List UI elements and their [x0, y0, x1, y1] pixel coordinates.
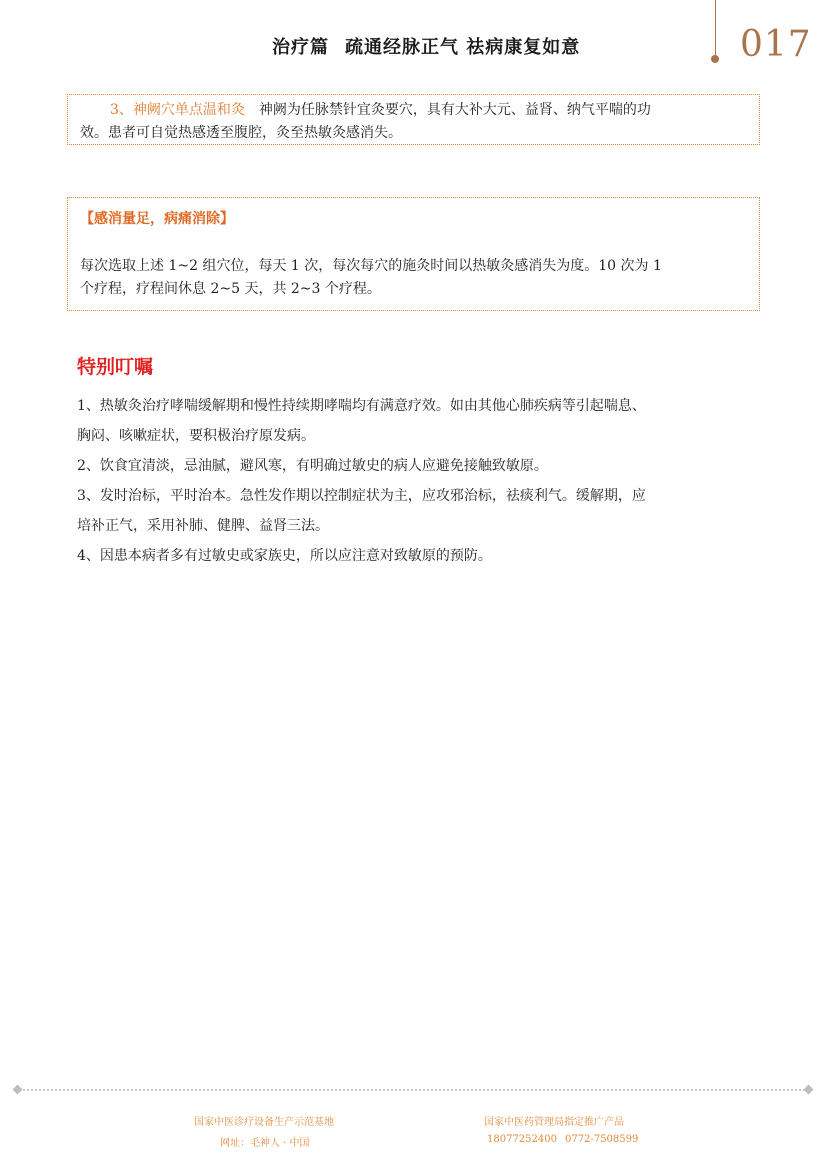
chapter-title-part1: 治疗篇 [272, 37, 329, 58]
note-line: 1、热敏灸治疗哮喘缓解期和慢性持续期哮喘均有满意疗效。如由其他心肺疾病等引起喘息、 [77, 398, 646, 414]
footer-website: 网址：毛神人 · 中国 [220, 1138, 310, 1149]
footer-product-label: 国家中医药管理局指定推广产品 [484, 1117, 624, 1128]
dosage-body [80, 255, 747, 301]
special-notes [77, 391, 752, 571]
dosage-text1: 每次选取上述 1~2 组穴位，每天 1 次，每次每穴的施灸时间以热敏灸感消失为度。10 次为 1 [80, 258, 662, 274]
acupoint-text1: 神阙为任脉禁针宜灸要穴，具有大补大元、益肾、纳气平喘的功 [258, 102, 651, 118]
note-line: 胸闷、咳嗽症状，要积极治疗原发病。 [77, 428, 315, 444]
note-line: 培补正气，采用补肺、健脾、益肾三法。 [77, 518, 329, 534]
acupoint-text2: 效。患者可自觉热感透至腹腔，灸至热敏灸感消失。 [80, 125, 402, 141]
footer-diamond-right [804, 1085, 814, 1095]
acupoint-box [67, 94, 760, 145]
dosage-title: 【感消量足，病痛消除】 [80, 211, 234, 227]
dosage-text2: 个疗程，疗程间休息 2~5 天，共 2~3 个疗程。 [80, 281, 381, 297]
footer-phone2: 0772-7508599 [565, 1134, 639, 1145]
note-line: 3、发时治标，平时治本。急性发作期以控制症状为主，应攻邪治标，祛痰利气。缓解期，应 [77, 488, 646, 504]
chapter-title [272, 33, 692, 59]
acupoint-line1 [80, 99, 747, 122]
header-divider-dot [711, 55, 719, 63]
dosage-box [67, 197, 760, 311]
note-line: 4、因患本病者多有过敏史或家族史，所以应注意对致敏原的预防。 [77, 548, 492, 564]
special-notes-title: 特别叮嘱 [77, 356, 154, 378]
footer-base-label: 国家中医诊疗设备生产示范基地 [194, 1117, 334, 1128]
chapter-title-part2: 疏通经脉正气 祛病康复如意 [345, 37, 581, 58]
header-divider [715, 0, 716, 58]
footer-phone1: 18077252400 [487, 1134, 557, 1145]
footer-diamond-left [13, 1085, 23, 1095]
footer-divider [20, 1089, 808, 1091]
acupoint-heading: 3、神阙穴单点温和灸 [110, 102, 245, 118]
page-number: 017 [740, 24, 812, 65]
note-line: 2、饮食宜清淡，忌油腻，避风寒，有明确过敏史的病人应避免接触致敏原。 [77, 458, 548, 474]
